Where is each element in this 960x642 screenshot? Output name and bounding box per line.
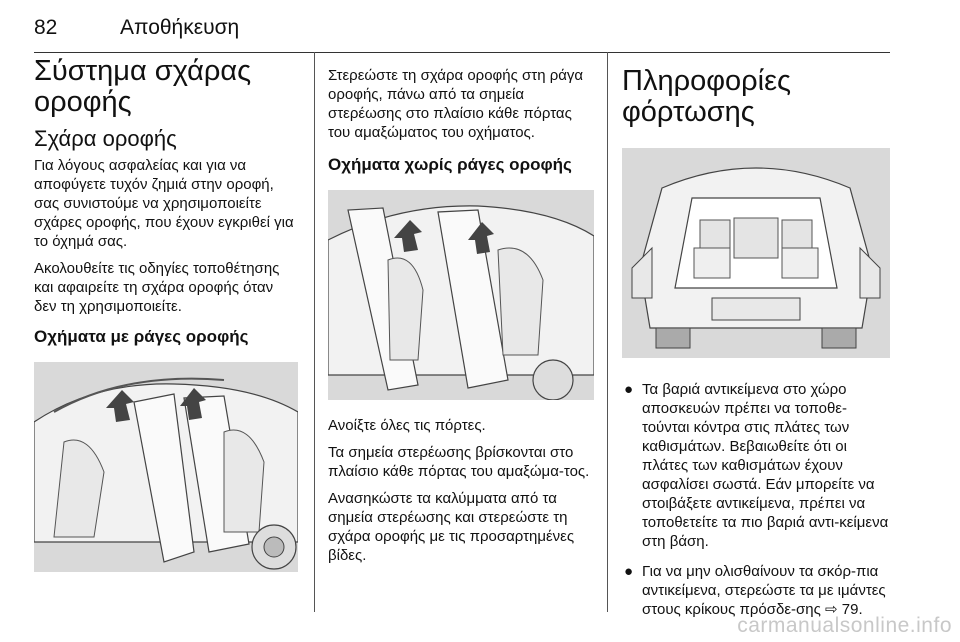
page-header <box>34 10 890 44</box>
roof-rack-heading: Σχάρα οροφής <box>34 126 177 151</box>
mounting-points-paragraph: Τα σημεία στερέωσης βρίσκονται στο πλαίσιο κάθε πόρτας του αμαξώμα-τος. <box>328 444 590 480</box>
car-rear-open-trunk-image <box>622 148 890 358</box>
loading-tip-text: Για να μην ολισθαίνουν τα σκόρ-πια αντικείμενα, στερεώστε τα με ιμάντες στους κρίκους πρόσδε-σης ⇨ 79. <box>642 563 886 618</box>
loading-tip-text: Τα βαριά αντικείμενα στο χώρο αποσκευών πρέπει να τοποθε-τούνται κόντρα στις πλάτες των καθισμάτων. Βεβαιωθείτε ότι οι πλάτες των καθισμάτων έχουν ασφαλίσει σωστά. Εάν μπορείτε να στοιβάξετε αντικείμενα, πρέπει να τοποθετείτε τα πιο βαριά αντι-κείμενα στη βάση. <box>642 381 889 550</box>
open-doors-paragraph: Ανοίξτε όλες τις πόρτες. <box>328 417 486 434</box>
loading-tip-item <box>622 562 890 619</box>
loading-information-heading: Πληροφορίες φόρτωσης <box>622 65 791 128</box>
column-2 <box>328 52 594 573</box>
bullet-icon: ● <box>624 563 634 580</box>
roof-rack-instructions-paragraph: Ακολουθείτε τις οδηγίες τοποθέτησης και αφαιρείτε τη σχάρα οροφής όταν δεν τη χρησιμοποιείτε. <box>34 260 280 315</box>
page-number: 82 <box>34 16 58 39</box>
watermark: carmanualsonline.info <box>737 614 952 637</box>
column-3 <box>622 52 890 630</box>
car-side-open-doors-image <box>34 362 298 572</box>
lift-covers-paragraph: Ανασηκώστε τα καλύμματα από τα σημεία στερέωσης και στερεώστε τη σχάρα οροφής με τις προσαρτημένες βίδες. <box>328 490 575 564</box>
vehicles-without-rails-heading: Οχήματα χωρίς ράγες οροφής <box>328 155 572 174</box>
section-title: Αποθήκευση <box>120 16 240 39</box>
roof-rack-safety-paragraph: Για λόγους ασφαλείας και για να αποφύγετε τυχόν ζημιά στην οροφή, σας συνιστούμε να χρησιμοποιείτε σχάρες οροφής, που έχουν εγκριθεί για το όχημά σας. <box>34 157 294 250</box>
column-divider-1 <box>314 52 315 612</box>
column-divider-2 <box>607 52 608 612</box>
vehicles-with-rails-heading: Οχήματα με ράγες οροφής <box>34 327 249 346</box>
loading-tips-list <box>622 380 890 619</box>
column-1 <box>34 52 298 572</box>
trunk-loading-illustration <box>622 148 890 358</box>
loading-tip-item <box>622 380 890 551</box>
car-with-rails-illustration <box>34 362 298 572</box>
roof-rack-system-heading: Σύστημα σχάρας οροφής <box>34 55 252 118</box>
rails-mounting-paragraph: Στερεώστε τη σχάρα οροφής στη ράγα οροφής, πάνω από τα σημεία στερέωσης στο πλαίσιο κάθε πόρτας του αμαξώματος του οχήματος. <box>328 67 584 141</box>
car-side-open-doors-no-rails-image <box>328 190 594 400</box>
car-without-rails-illustration <box>328 190 594 400</box>
bullet-icon: ● <box>624 381 634 398</box>
